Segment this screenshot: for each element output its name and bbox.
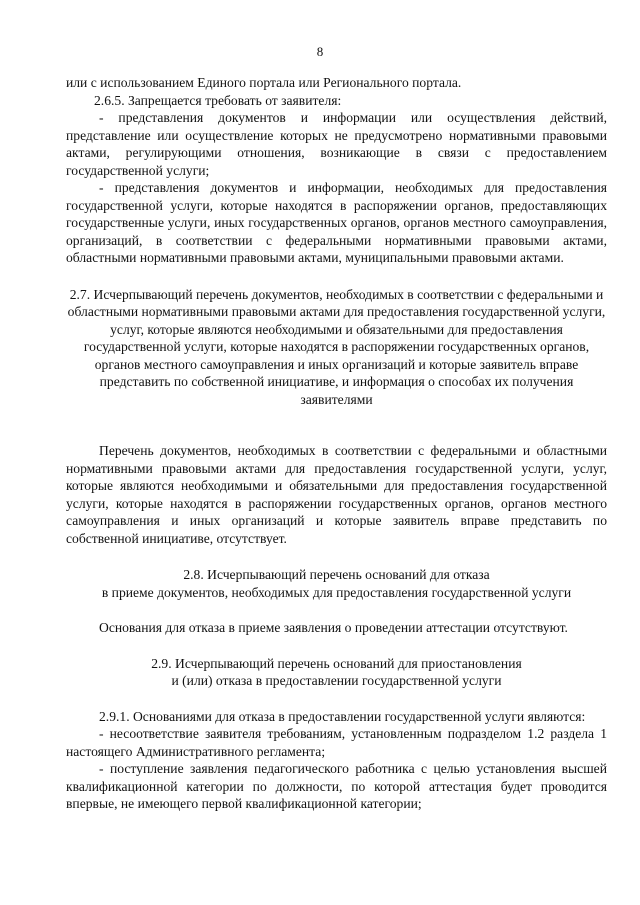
- section-heading-2-8-line2: в приеме документов, необходимых для предоставления государственной услуги: [101, 584, 572, 600]
- section-heading-2-8-line1: 2.8. Исчерпывающий перечень оснований для отказа: [183, 567, 490, 582]
- list-item-refusal-1: - несоответствие заявителя требованиям, установленным подразделом 1.2 раздела 1 настоящего Административного регламента;: [66, 726, 607, 759]
- paragraph-continuation: или с использованием Единого портала или Регионального портала.: [66, 75, 462, 90]
- list-item-refusal-2: - поступление заявления педагогического работника с целью установления высшей квалификационной категории по должности, по которой аттестация будет проводится впервые, не имеющего первой квалификационной категории;: [66, 761, 607, 811]
- paragraph-refusal-grounds-none: Основания для отказа в приеме заявления о проведении аттестации отсутствуют.: [99, 620, 568, 635]
- page-number: 8: [316, 44, 324, 59]
- list-item-prohibition-1: - представления документов и информации или осуществления действий, представление или осуществление которых не предусмотрено нормативными правовыми актами, регулирующими отношения, возникающие в связи с предоставлением государственной услуги;: [66, 110, 607, 178]
- section-heading-2-9-line1: 2.9. Исчерпывающий перечень оснований для приостановления: [151, 655, 522, 671]
- section-heading-2-9-line2: и (или) отказа в предоставлении государственной услуги: [171, 673, 502, 688]
- paragraph-2-6-5: 2.6.5. Запрещается требовать от заявителя:: [94, 92, 342, 108]
- paragraph-2-9-1: 2.9.1. Основаниями для отказа в предоставлении государственной услуги являются:: [99, 708, 586, 724]
- section-heading-2-7: 2.7. Исчерпывающий перечень документов, необходимых в соответствии с федеральными и областными нормативными правовыми актами для предоставления государственной услуги, услуг, которые являются необходимыми и обязательными для предоставления государственной услуги, которые находятся в распоряжении государственных органов, органов местного самоуправления и иных организаций и которые заявитель вправе представить по собственной инициативе, и информация о способах их получения заявителями: [67, 286, 606, 407]
- list-item-prohibition-2: - представления документов и информации, необходимых для предоставления государственной услуги, которые находятся в распоряжении органов, предоставляющих государственные услуги, иных государственных органов, органов местного самоуправления, организаций, в соответствии с федеральными нормативными правовыми актами, областными нормативными правовыми актами, муниципальными правовыми актами.: [66, 180, 607, 265]
- paragraph-document-list: Перечень документов, необходимых в соответствии с федеральными и областными нормативными правовыми актами для предоставления государственной услуги, услуг, которые являются необходимыми и обязательными для предоставления государственной услуги, которые находятся в распоряжении государственных органов, органов местного самоуправления и иных организаций и которые заявитель вправе представить по собственной инициативе, отсутствует.: [66, 443, 607, 546]
- document-body: [66, 74, 607, 813]
